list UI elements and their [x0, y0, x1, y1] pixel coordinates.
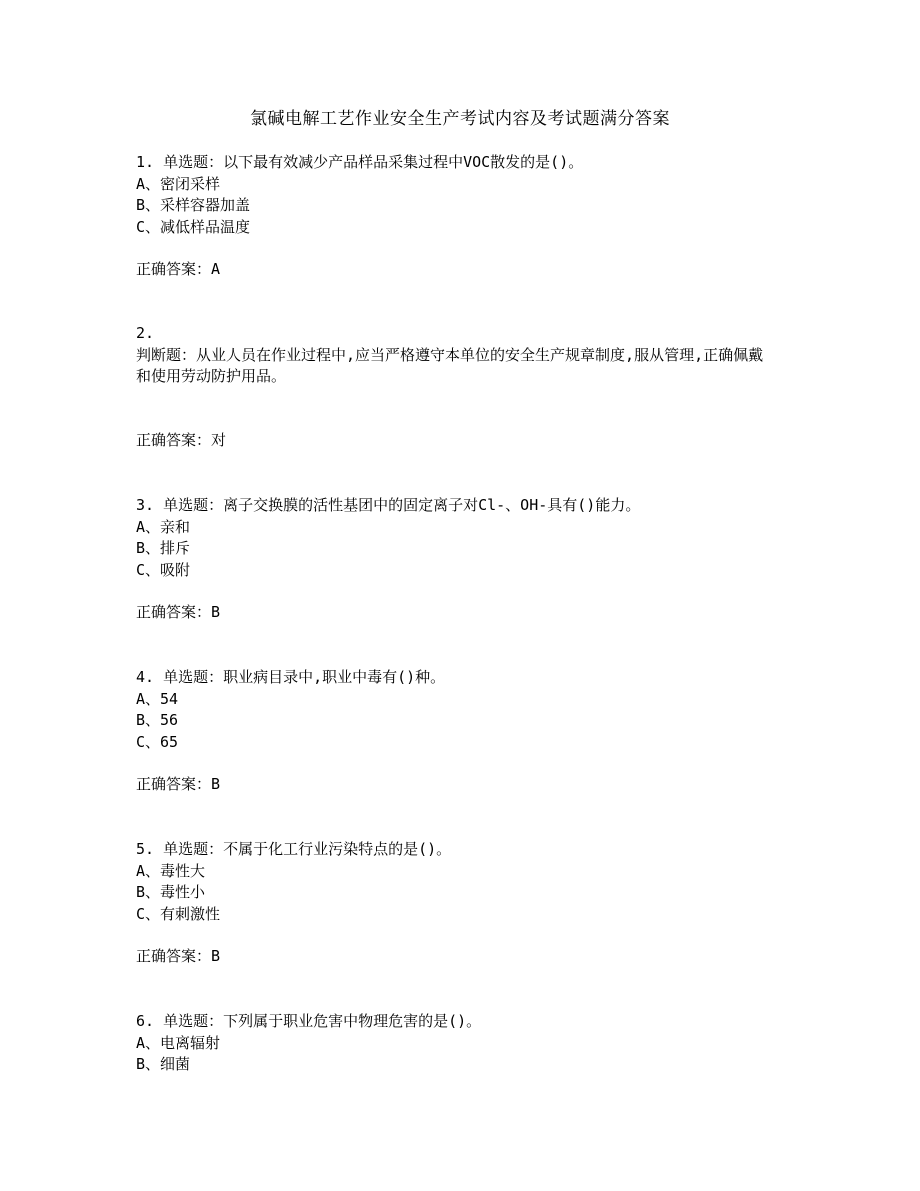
option-a: A、电离辐射 [136, 1033, 221, 1052]
option-b: B、细菌 [136, 1055, 191, 1073]
option-list [136, 689, 776, 754]
question-heading: 3. 单选题：离子交换膜的活性基团中的固定离子对Cl-、OH-具有()能力。 [136, 496, 641, 514]
option-list [136, 174, 776, 239]
answer-line: 正确答案：A [136, 260, 221, 278]
question-6 [136, 1011, 776, 1076]
option-c: C、有刺激性 [136, 904, 221, 923]
question-heading: 5. 单选题：不属于化工行业污染特点的是()。 [136, 840, 452, 858]
option-c: C、减低样品温度 [136, 217, 251, 236]
question-heading: 判断题：从业人员在作业过程中,应当严格遵守本单位的安全生产规章制度,服从管理,正确佩戴和使用劳动防护用品。 [136, 345, 764, 385]
question-3 [136, 495, 776, 624]
question-heading: 6. 单选题：下列属于职业危害中物理危害的是()。 [136, 1012, 482, 1030]
option-b: B、毒性小 [136, 883, 206, 901]
question-2 [136, 323, 776, 451]
option-list [136, 1033, 776, 1076]
option-list [136, 861, 776, 926]
question-number: 2. [136, 324, 155, 342]
question-4 [136, 667, 776, 796]
question-heading: 1. 单选题：以下最有效减少产品样品采集过程中VOC散发的是()。 [136, 153, 584, 171]
option-c: C、65 [136, 732, 179, 751]
question-5 [136, 839, 776, 968]
answer-line: 正确答案：B [136, 775, 221, 793]
answer-line: 正确答案：B [136, 947, 221, 965]
option-a: A、密闭采样 [136, 174, 221, 193]
option-b: B、排斥 [136, 539, 191, 557]
option-c: C、吸附 [136, 560, 191, 579]
option-list [136, 517, 776, 582]
option-a: A、毒性大 [136, 861, 206, 880]
answer-line: 正确答案：B [136, 603, 221, 621]
answer-line: 正确答案：对 [136, 430, 227, 449]
option-b: B、56 [136, 711, 179, 729]
question-heading: 4. 单选题：职业病目录中,职业中毒有()种。 [136, 668, 446, 686]
page-title: 氯碱电解工艺作业安全生产考试内容及考试题满分答案 [250, 109, 670, 129]
option-b: B、采样容器加盖 [136, 196, 251, 214]
question-1 [136, 152, 776, 281]
option-a: A、亲和 [136, 517, 191, 536]
option-a: A、54 [136, 689, 179, 708]
